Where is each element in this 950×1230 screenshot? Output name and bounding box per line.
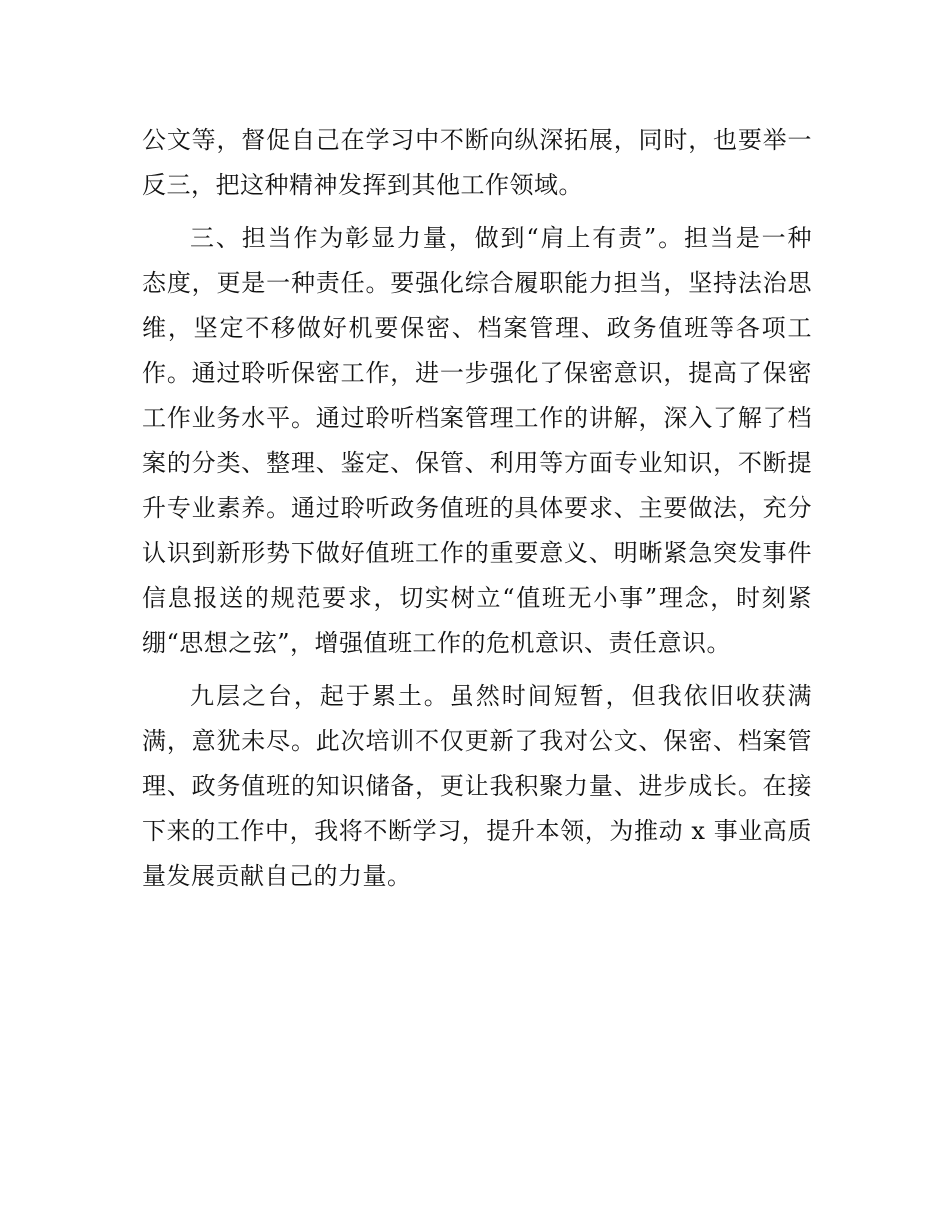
text-line: 作。通过聆听保密工作，进一步强化了保密意识，提高了保密: [142, 359, 812, 387]
text-line: 量发展贡献自己的力量。: [142, 862, 412, 890]
paragraph-3: [142, 674, 812, 899]
text-line: 理、政务值班的知识储备，更让我积聚力量、进步成长。在接: [142, 772, 812, 800]
text-line: 维，坚定不移做好机要保密、档案管理、政务值班等各项工: [142, 314, 812, 342]
paragraph-1: [142, 118, 812, 208]
text-line: 态度，更是一种责任。要强化综合履职能力担当，坚持法治思: [142, 269, 812, 297]
text-line: 三、担当作为彰显力量，做到“肩上有责”。担当是一种: [190, 224, 812, 252]
text-line: 案的分类、整理、鉴定、保管、利用等方面专业知识，不断提: [142, 449, 812, 477]
text-line: 反三，把这种精神发挥到其他工作领域。: [142, 171, 583, 199]
text-line: 升专业素养。通过聆听政务值班的具体要求、主要做法，充分: [142, 494, 812, 522]
text-line: 工作业务水平。通过聆听档案管理工作的讲解，深入了解了档: [142, 404, 812, 432]
text-line: 公文等，督促自己在学习中不断向纵深拓展，同时，也要举一: [142, 126, 812, 154]
text-line: 下来的工作中，我将不断学习，提升本领，为推动 x 事业高质: [142, 817, 812, 845]
document-body: [142, 118, 812, 907]
text-line: 认识到新形势下做好值班工作的重要意义、明晰紧急突发事件: [142, 539, 812, 567]
text-line: 满，意犹未尽。此次培训不仅更新了我对公文、保密、档案管: [142, 727, 812, 755]
text-line: 九层之台，起于累土。虽然时间短暂，但我依旧收获满: [190, 682, 812, 710]
text-line: 信息报送的规范要求，切实树立“值班无小事”理念，时刻紧: [142, 584, 812, 612]
paragraph-2: [142, 216, 812, 666]
text-line: 绷“思想之弦”，增强值班工作的危机意识、责任意识。: [142, 629, 732, 657]
